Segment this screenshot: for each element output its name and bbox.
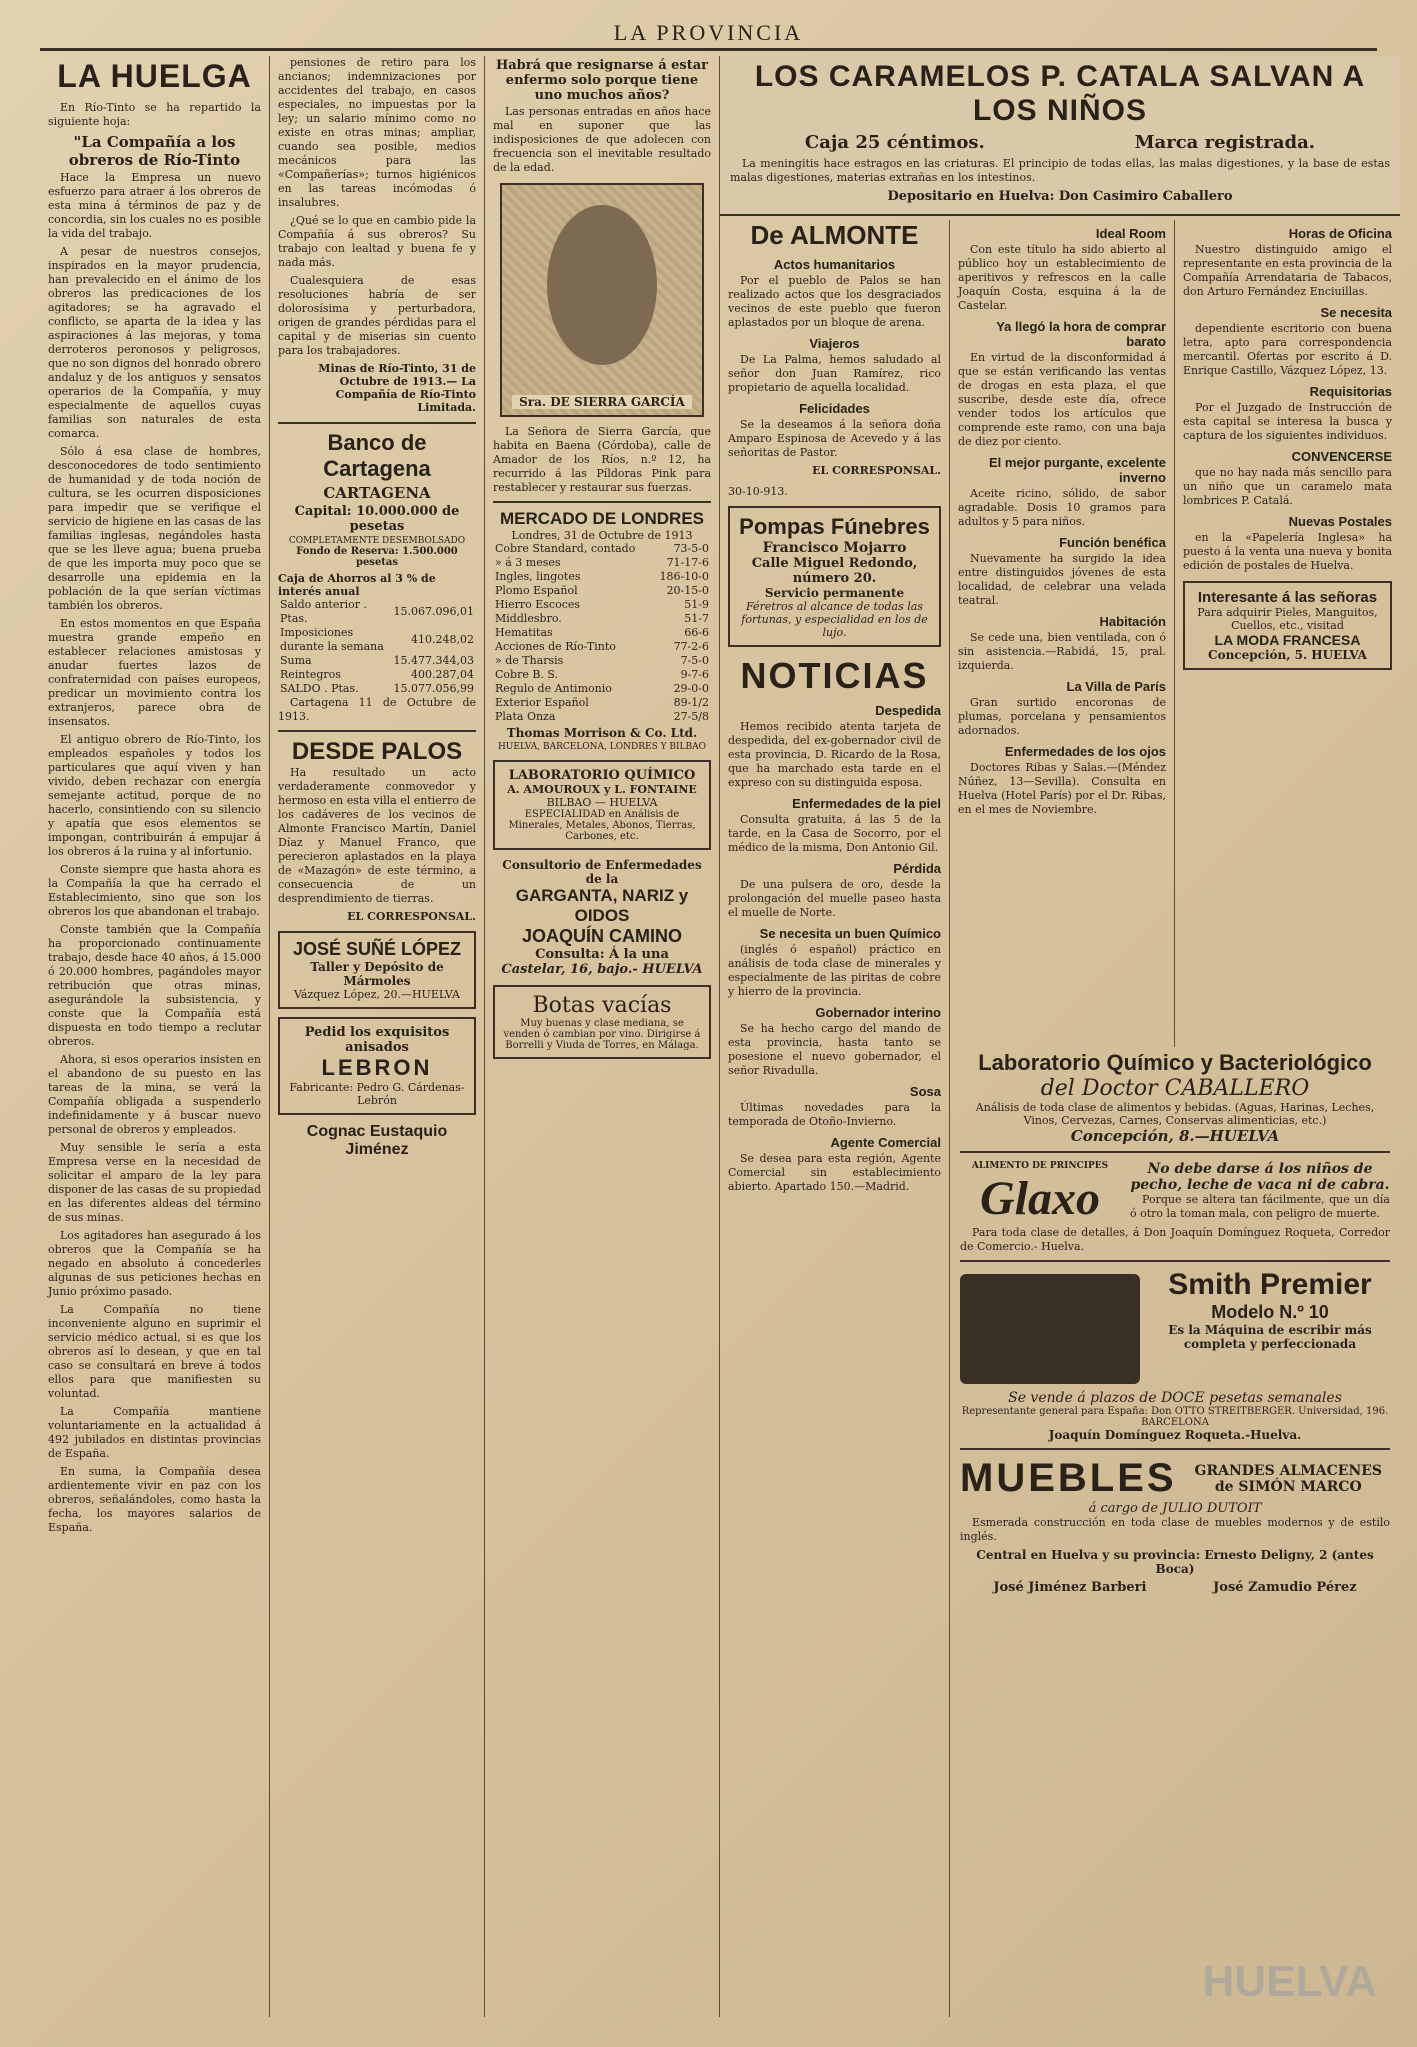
table-row: [493, 654, 711, 668]
sune-ad: [278, 931, 476, 1009]
news-heading: Despedida: [875, 703, 941, 718]
news-heading: Se necesita: [1320, 305, 1392, 320]
smith-rep: Representante general para España: Don OTTO STREITBERGER. Universidad, 196. BARCELONA: [961, 1406, 1389, 1428]
row-label: Suma: [280, 654, 312, 667]
row-value: 15.067.096,01: [393, 605, 474, 618]
table-row: [493, 668, 711, 682]
row-value: 15.477.344,03: [393, 654, 474, 667]
sune-addr: Vázquez López, 20.—HUELVA: [293, 988, 460, 1001]
consultorio-hours: Consulta: Á la una: [535, 947, 669, 962]
almonte-t3: Se la deseamos á la señora doña Amparo Espinosa de Acevedo y á las señoritas de Pastor.: [728, 418, 941, 459]
column-six: [1175, 220, 1400, 1047]
portrait-face: [547, 205, 657, 365]
banco-ad: [278, 430, 476, 724]
almonte-date: 30-10-913.: [728, 485, 788, 498]
mercado-table: [493, 542, 711, 724]
news-text: que no hay nada más sencillo para un niño que un caramelo mata lombrices P. Catalá.: [1183, 466, 1392, 507]
glaxo-slogan: No debe darse á los niños de pecho, leche de vaca ni de cabra.: [1130, 1161, 1390, 1193]
row-value: 9-7-6: [680, 668, 709, 681]
news-heading: CONVENCERSE: [1291, 449, 1392, 464]
table-row: [493, 696, 711, 710]
mercado-firm: Thomas Morrison & Co. Ltd.: [506, 726, 698, 740]
row-value: 71-17-6: [666, 556, 709, 569]
pompas-name: Francisco Mojarro: [762, 540, 907, 556]
bottom-right-ads: [950, 1050, 1400, 2017]
smith-title: Smith Premier: [1168, 1268, 1372, 1301]
paragraph: La Compañía mantiene voluntariamente en la actualidad á 492 jubilados en distintas provincias de España.: [48, 1405, 261, 1460]
table-row: [278, 598, 476, 626]
row-value: 186-10-0: [659, 570, 709, 583]
paragraph: Sólo á esa clase de hombres, desconocedores de todo sentimiento de humanidad y de toda noción de cultura, se les ocurren disposiciones para impedir que se verifique el servicio de higiene en las casas de las familias inglesas, negándoles hasta que se les lleve agua; buena prueba de que les importa muy poco que se desarrolle una epidemia en la población de la que serían víctimas también los obreros.: [48, 445, 261, 612]
moda-title: Interesante á las señoras: [1197, 589, 1378, 606]
almonte-s1: Actos humanitarios: [773, 257, 896, 272]
glaxo-agent: Para toda clase de detalles, á Don Joaquín Domínguez Roqueta, Corredor de Comercio.- Huelva.: [960, 1226, 1390, 1253]
news-text: De una pulsera de oro, desde la prolongación del muelle paseo hasta el muelle de Norte.: [728, 878, 941, 919]
moda-shop: LA MODA FRANCESA: [1214, 632, 1361, 648]
paragraph: Ahora, si esos operarios insisten en el abandono de su puesto en las tareas de la mina, se verá la Compañía obligada a suspenderlo indefinidamente y á buscar nuevo personal de obreros y empleados.: [48, 1053, 261, 1136]
news-heading: Habitación: [1099, 614, 1166, 629]
news-heading: Se necesita un buen Químico: [759, 926, 941, 941]
row-label: Exterior Español: [495, 696, 589, 709]
smith-text: Es la Máquina de escribir más completa y perfeccionada: [1168, 1323, 1372, 1351]
moda-addr: Concepción, 5. HUELVA: [1208, 648, 1367, 662]
pompas-service: Servicio permanente: [764, 586, 905, 600]
banco-table: [278, 598, 476, 696]
lab-ad: [493, 760, 711, 850]
row-value: 7-5-0: [680, 654, 709, 667]
row-value: 51-7: [684, 612, 709, 625]
banco-footer: Cartagena 11 de Octubre de 1913.: [278, 696, 476, 723]
column-five: [950, 220, 1175, 1047]
lebron-line1: Pedid los exquisitos anisados: [304, 1025, 450, 1055]
row-value: 51-9: [684, 598, 709, 611]
row-value: 29-0-0: [673, 682, 709, 695]
row-label: SALDO . Ptas.: [280, 682, 359, 695]
caballero-title: Laboratorio Químico y Bacteriológico: [978, 1050, 1372, 1075]
news-heading: Requisitorias: [1309, 384, 1392, 399]
news-heading: Sosa: [909, 1084, 941, 1099]
lab-spec: ESPECIALIDAD en Análisis de Minerales, Metales, Abonos, Tierras, Carbones, etc.: [508, 809, 696, 842]
news-heading: Ideal Room: [1095, 226, 1166, 241]
pompas-ad: [728, 506, 941, 647]
row-value: 15.077.056,99: [393, 682, 474, 695]
table-row: [493, 570, 711, 584]
paragraph: En suma, la Compañía desea ardientemente vivir en paz con los obreros, señalándoles, como hasta la fecha, los mayores salarios de España.: [48, 1465, 261, 1534]
column-huelga: [40, 56, 270, 2017]
caballero-sub: del Doctor CABALLERO: [1040, 1076, 1310, 1101]
row-value: 20-15-0: [666, 584, 709, 597]
news-text: Por el Juzgado de Instrucción de esta capital se interesa la busca y captura de los siguientes individuos.: [1183, 401, 1392, 442]
table-row: [493, 710, 711, 724]
mercado-cities: HUELVA, BARCELONA, LONDRES Y BILBAO: [497, 742, 707, 752]
paragraph: El antiguo obrero de Río-Tinto, los empleados españoles y todos los particulares que aquí viven y han vivido, deben rechazar con energía semejante actitud, porque de no hacerlo, consintiendo con su silencio y apatía que esos elementos se impongan, contribuirán á empujar á los obreros á la ruina y al infortunio.: [48, 733, 261, 858]
consultorio-sub: GARGANTA, NARIZ y OIDOS: [515, 886, 689, 925]
consultorio-addr: Castelar, 16, bajo.- HUELVA: [501, 962, 703, 977]
banco-desembolsado: COMPLETAMENTE DESEMBOLSADO: [288, 536, 466, 546]
row-value: 89-1/2: [673, 696, 709, 709]
news-text: Hemos recibido atenta tarjeta de despedida, del ex-gobernador civil de esta provincia, D. Ricardo de la Rosa, que ha marchado esta tarde en el expreso con su distinguida esposa.: [728, 720, 941, 789]
table-row: [278, 682, 476, 696]
table-row: [278, 654, 476, 668]
news-text: en la «Papelería Inglesa» ha puesto á la venta una nueva y bonita edición de postales de Huelva.: [1183, 531, 1392, 572]
news-heading: El mejor purgante, excelente inverno: [988, 455, 1166, 485]
row-label: Middlesbro.: [495, 612, 562, 625]
caballero-text: Análisis de toda clase de alimentos y bebidas. (Aguas, Harinas, Leches, Vinos, Cervezas, Carnes, Conservas alimenticias, etc.): [975, 1101, 1375, 1127]
divider: [278, 422, 476, 424]
row-value: 73-5-0: [673, 542, 709, 555]
row-value: 66-6: [684, 626, 709, 639]
portrait-caption: Sra. DE SIERRA GARCÍA: [512, 395, 692, 409]
news-heading: Gobernador interino: [815, 1005, 941, 1020]
caramelos-title: LOS CARAMELOS P. CATALA SALVAN A LOS NIÑOS: [754, 60, 1366, 127]
sune-sub: Taller y Depósito de Mármoles: [310, 960, 444, 988]
table-row: [493, 542, 711, 556]
divider: [960, 1448, 1390, 1450]
row-label: Saldo anterior . Ptas.: [280, 598, 367, 625]
almonte-t2: De La Palma, hemos saludado al señor don Juan Ramírez, rico propietario de aquella localidad.: [728, 353, 941, 394]
row-label: Plata Onza: [495, 710, 556, 723]
huelga-intro: En Río-Tinto se ha repartido la siguiente hoja:: [48, 101, 261, 128]
caramelos-mark: Marca registrada.: [1134, 132, 1316, 153]
lab-names: A. AMOUROUX y L. FONTAINE: [507, 783, 697, 796]
almonte-s3: Felicidades: [799, 401, 870, 416]
moda-ad: [1183, 581, 1392, 670]
col6-list: [1183, 226, 1392, 573]
news-heading: Nuevas Postales: [1288, 514, 1392, 529]
table-row: [493, 598, 711, 612]
banco-title: Banco de Cartagena: [323, 430, 431, 481]
palos-sign: EL CORRESPONSAL.: [347, 910, 476, 923]
glaxo-ad: [960, 1161, 1390, 1226]
muebles-rep2: José Zamudio Pérez: [1213, 1580, 1357, 1595]
huelga-body: [48, 171, 261, 1535]
paragraph: Cualesquiera de esas resoluciones habría de ser dolorosísima y perturbadora, origen de grandes pérdidas para el capital y de miserias sin cuento para los trabajadores.: [278, 274, 476, 357]
column-four: [720, 220, 950, 2017]
consultorio-doctor: JOAQUÍN CAMINO: [521, 926, 682, 946]
botas-text: Muy buenas y clase mediana, se venden ó cambian por vino. Dirigirse á Borrelli y Viuda de Torres, en Málaga.: [503, 1018, 701, 1051]
news-text: Con este título ha sido abierto al público hoy un establecimiento de aperitivos y refrescos en la calle Joaquín Costa, esquina á la de Castelar.: [958, 243, 1166, 312]
caramelos-text: La meningitis hace estragos en las criaturas. El principio de todas ellas, las malas digestiones, y la base de estas malas digestiones, materias extrañas en los intestinos.: [730, 157, 1390, 184]
paragraph: La Compañía no tiene inconveniente alguno en suprimir el servicio médico actual, si es que los obreros así lo desean, y que en tal caso se consultará en breve á todos ellos para que manifiesten su voluntad.: [48, 1303, 261, 1400]
row-label: Reintegros: [280, 668, 341, 681]
paragraph: En estos momentos en que España muestra grande empeño en establecer relaciones amistosas y anudar fuertes lazos de confraternidad con países europeos, predicar un movimiento contra los extranjeros, parece obra de insensatos.: [48, 617, 261, 728]
news-heading: Horas de Oficina: [1288, 226, 1392, 241]
table-row: [278, 668, 476, 682]
table-row: [493, 556, 711, 570]
table-row: [493, 682, 711, 696]
paragraph: pensiones de retiro para los ancianos; indemnizaciones por accidentes del trabajo, en casos especiales, no impuestas por la ley; un salario mínimo como no existe en otras minas; ampliar, cuando sea posible, medios mecánicos para las «Compañerías»; turnos higiénicos en las tareas incómodas ó insalubres.: [278, 56, 476, 209]
smith-model: Modelo N.º 10: [1211, 1302, 1329, 1322]
portrait-illustration: [500, 183, 704, 417]
muebles-sub: GRANDES ALMACENES de SIMÓN MARCO: [1194, 1462, 1383, 1495]
news-text: dependiente escritorio con buena letra, apto para correspondencia mercantil. Ofertas por escrito á D. Enrique Castillo, Vázquez López, 13.: [1183, 322, 1392, 377]
row-label: Plomo Español: [495, 584, 578, 597]
glaxo-text: Porque se altera tan fácilmente, que un día ó otro la toman mala, con peligro de muerte.: [1130, 1193, 1390, 1220]
almonte-title: De ALMONTE: [750, 220, 919, 250]
news-text: Se ha hecho cargo del mando de esta provincia, hasta tanto se posesione el nuevo gobernador, el señor Rivadulla.: [728, 1022, 941, 1077]
moda-text: Para adquirir Pieles, Manguitos, Cuellos, etc., visitad: [1197, 606, 1378, 632]
huelga-continued: [278, 56, 476, 358]
caramelos-ad: [720, 56, 1400, 216]
news-text: Aceite ricino, sólido, de sabor agradable. Dosis 10 gramos para adultos y 5 para niños.: [958, 487, 1166, 528]
news-text: Doctores Ribas y Salas.—(Méndez Núñez, 13—Sevilla). Consulta en Huelva (Hotel París) por el Dr. Ribas, en el mes de Noviembre.: [958, 761, 1166, 816]
noticias-title: NOTICIAS: [740, 655, 929, 696]
row-value: 27-5/8: [673, 710, 709, 723]
column-three: [485, 56, 720, 2017]
news-heading: Enfermedades de la piel: [792, 796, 941, 811]
lab-title: LABORATORIO QUÍMICO: [508, 768, 696, 783]
row-label: Acciones de Río-Tinto: [495, 640, 616, 653]
news-text: Nuestro distinguido amigo el representante en esta provincia de la Compañía Arrendataria de Tabacos, don Arturo Fernández Enciuillas.: [1183, 243, 1392, 298]
news-text: Se cede una, bien ventilada, con ó sin asistencia.—Rabidá, 15, pral. izquierda.: [958, 631, 1166, 672]
divider: [960, 1260, 1390, 1262]
muebles-cargo: á cargo de JULIO DUTOIT: [1088, 1501, 1262, 1516]
glaxo-tag: ALIMENTO DE PRINCIPES: [971, 1161, 1109, 1171]
pink-text: Las personas entradas en años hace mal en suponer que las indisposiciones de que adolecen con frecuencia son el inevitable resultado de la edad.: [493, 105, 711, 174]
table-row: [493, 584, 711, 598]
lebron-brand: LEBRON: [321, 1055, 433, 1080]
row-value: 410.248,02: [411, 633, 474, 646]
masthead: LA PROVINCIA: [40, 20, 1377, 51]
noticias-list: [728, 703, 941, 1194]
almonte-t1: Por el pueblo de Palos se han realizado actos que los desgraciados vecinos de este pueblo que fueron aplastados por un bloque de arena.: [728, 274, 941, 329]
pompas-addr: Calle Miguel Redondo, número 20.: [751, 556, 918, 586]
table-row: [278, 626, 476, 654]
paragraph: Muy sensible le sería a esta Empresa verse en la necesidad de solicitar el amparo de la ley para disponer de las casas de su propiedad en las diferentes aldeas del término de sus minas.: [48, 1141, 261, 1224]
row-label: Cobre Standard, contado: [495, 542, 636, 555]
muebles-text: Esmerada construcción en toda clase de muebles modernos y de estilo inglés.: [960, 1516, 1390, 1543]
muebles-central: Central en Huelva y su provincia: Ernesto Deligny, 2 (antes Boca): [976, 1548, 1374, 1576]
almonte-sign: EL CORRESPONSAL.: [812, 464, 941, 477]
pink-text2: La Señora de Sierra García, que habita en Baena (Córdoba), calle de Amador de los Ríos, n.º 12, ha recurrido á las Píldoras Pink para restablecer y restaurar sus fuerzas.: [493, 425, 711, 494]
almonte-s2: Viajeros: [809, 336, 860, 351]
paragraph: ¿Qué se lo que en cambio pide la Compañía á sus obreros? Su trabajo con lealtad y buena fe y nada más.: [278, 214, 476, 269]
row-label: Regulo de Antimonio: [495, 682, 612, 695]
sune-title: JOSÉ SUÑÉ LÓPEZ: [292, 939, 462, 959]
news-heading: Función benéfica: [1059, 535, 1166, 550]
huelga-quote-title: "La Compañía a los obreros de Río-Tinto: [68, 133, 241, 169]
smith-local: Joaquín Domínguez Roqueta.-Huelva.: [1048, 1428, 1302, 1442]
botas-title: Botas vacías: [532, 993, 672, 1018]
huelga-title: LA HUELGA: [57, 58, 252, 94]
table-row: [493, 626, 711, 640]
row-label: Ingles, lingotes: [495, 570, 581, 583]
pompas-title: Pompas Fúnebres: [739, 514, 930, 539]
lebron-ad: [278, 1017, 476, 1115]
row-label: Hierro Escoces: [495, 598, 581, 611]
caballero-ad: [960, 1050, 1390, 1153]
row-label: Hematitas: [495, 626, 553, 639]
consultorio-ad: [493, 858, 711, 977]
table-row: [493, 640, 711, 654]
banco-city: CARTAGENA: [323, 484, 431, 502]
pompas-slogan: Féretros al alcance de todas las fortunas, y especialidad en los de lujo.: [741, 600, 928, 639]
row-label: » á 3 meses: [495, 556, 561, 569]
archive-stamp: HUELVA: [1202, 1957, 1377, 2006]
row-value: 77-2-6: [673, 640, 709, 653]
banco-capital: Capital: 10.000.000 de pesetas: [294, 504, 460, 534]
news-heading: Agente Comercial: [830, 1135, 941, 1150]
muebles-ad: [960, 1456, 1390, 1501]
cognac-ad: Cognac Eustaquio Jiménez: [306, 1123, 448, 1158]
paragraph: Conste también que la Compañía ha proporcionado continuamente trabajo, desde hace 40 años, á 15.000 ó 20.000 hombres, pagándoles mayor retribución que otras minas, asegurándole la subsistencia, y conste que la Compañía está dispuesta en todo tiempo a reclutar obreros.: [48, 923, 261, 1048]
huelga-dateline: Minas de Río-Tinto, 31 de Octubre de 1913.— La Compañía de Río-Tinto Limitada.: [318, 362, 476, 414]
news-heading: Enfermedades de los ojos: [1004, 744, 1166, 759]
banco-reserva: Fondo de Reserva: 1.500.000 pesetas: [296, 546, 458, 568]
row-label: Imposiciones durante la semana: [280, 626, 384, 653]
news-heading: Ya llegó la hora de comprar barato: [996, 319, 1166, 349]
palos-text: Ha resultado un acto verdaderamente conmovedor y hermoso en esta villa el entierro de los cadáveres de los vecinos de Almonte Francisco Martín, Daniel Díaz y Manuel Franco, que perecieron aplastados en la playa de «Mazagón» de este término, a consecuencia de un desprendimiento de tierras.: [278, 766, 476, 905]
mercado-title: MERCADO DE LONDRES: [499, 509, 704, 528]
consultorio-title: Consultorio de Enfermedades de la: [502, 858, 702, 886]
news-heading: La Villa de París: [1066, 679, 1166, 694]
col5-list: [958, 226, 1166, 817]
news-text: En virtud de la disconformidad á que se están verificando las ventas de drogas en esta plaza, el que suscribe, desde este día, ofrece vender todos los artículos que comprende este ramo, con una baja de diez por ciento.: [958, 351, 1166, 448]
row-value: 400.287,04: [411, 668, 474, 681]
news-text: Nuevamente ha surgido la idea entre distinguidos jóvenes de esta localidad, de celebrar una velada teatral.: [958, 552, 1166, 607]
smith-ad: [960, 1268, 1390, 1390]
paragraph: Conste siempre que hasta ahora es la Compañía la que ha cerrado el Establecimiento, sino que son los obreros los que abandonan el trabajo.: [48, 863, 261, 918]
glaxo-logo: Glaxo: [980, 1172, 1100, 1225]
news-text: (inglés ó español) práctico en análisis de toda clase de minerales y especialmente de las piritas de cobre y hierro de la provincia.: [728, 943, 941, 998]
paragraph: Hace la Empresa un nuevo esfuerzo para atraer á los obreros de esta mina á términos de paz y de concordia, sin los cuales no es posible la vida del trabajo.: [48, 171, 261, 240]
row-label: Cobre B. S.: [495, 668, 559, 681]
lebron-fab: Fabricante: Pedro G. Cárdenas-Lebrón: [289, 1081, 465, 1107]
news-text: Se desea para esta región, Agente Comercial sin establecimiento abierto. Apartado 150.—Madrid.: [728, 1152, 941, 1193]
paragraph: A pesar de nuestros consejos, inspirados en la mayor prudencia, han prevalecido en el ánimo de los obreros las predicaciones de los agitadores; se ha agravado el conflicto, se aparta de la idea y las aspiraciones á las mejoras, y toma derroteros peronosos y peligrosos, que no son dignos del honrado obrero andaluz y de los antiguos y sensatos operarios de la Compañía, y muy especialmente de aquellos cuyas familias son naturales de esta comarca.: [48, 245, 261, 440]
botas-ad: [493, 985, 711, 1059]
muebles-title: MUEBLES: [960, 1456, 1177, 1500]
row-label: » de Tharsis: [495, 654, 564, 667]
news-text: Consulta gratuita, á las 5 de la tarde, en la Casa de Socorro, por el médico de la misma, Don Antonio Gil.: [728, 813, 941, 854]
divider: [493, 501, 711, 503]
news-text: Últimas novedades para la temporada de Otoño-Invierno.: [728, 1101, 941, 1128]
banco-caja: Caja de Ahorros al 3 % de interés anual: [278, 572, 436, 598]
news-heading: Pérdida: [893, 861, 941, 876]
typewriter-illustration: [960, 1274, 1140, 1384]
column-two: [270, 56, 485, 2017]
palos-title: DESDE PALOS: [291, 738, 463, 765]
mercado-date: Londres, 31 de Octubre de 1913: [511, 529, 693, 542]
muebles-rep1: José Jiménez Barberi: [993, 1580, 1147, 1595]
smith-price: Se vende á plazos de DOCE pesetas semanales: [1008, 1390, 1342, 1406]
caballero-addr: Concepción, 8.—HUELVA: [1070, 1127, 1280, 1145]
paragraph: Los agitadores han asegurado á los obreros que la Compañía se ha negado en absoluto á concederles algunas de sus peticiones hechas en Junio próximo pasado.: [48, 1229, 261, 1298]
lab-cities: BILBAO — HUELVA: [546, 796, 658, 809]
divider: [278, 730, 476, 732]
table-row: [493, 612, 711, 626]
caramelos-price: Caja 25 céntimos.: [804, 132, 985, 153]
pink-title: Habrá que resignarse á estar enfermo solo porque tiene uno muchos años?: [495, 58, 709, 103]
caramelos-depot: Depositario en Huelva: Don Casimiro Caballero: [887, 189, 1233, 204]
news-text: Gran surtido encoronas de plumas, porcelana y pensamientos adornados.: [958, 696, 1166, 737]
